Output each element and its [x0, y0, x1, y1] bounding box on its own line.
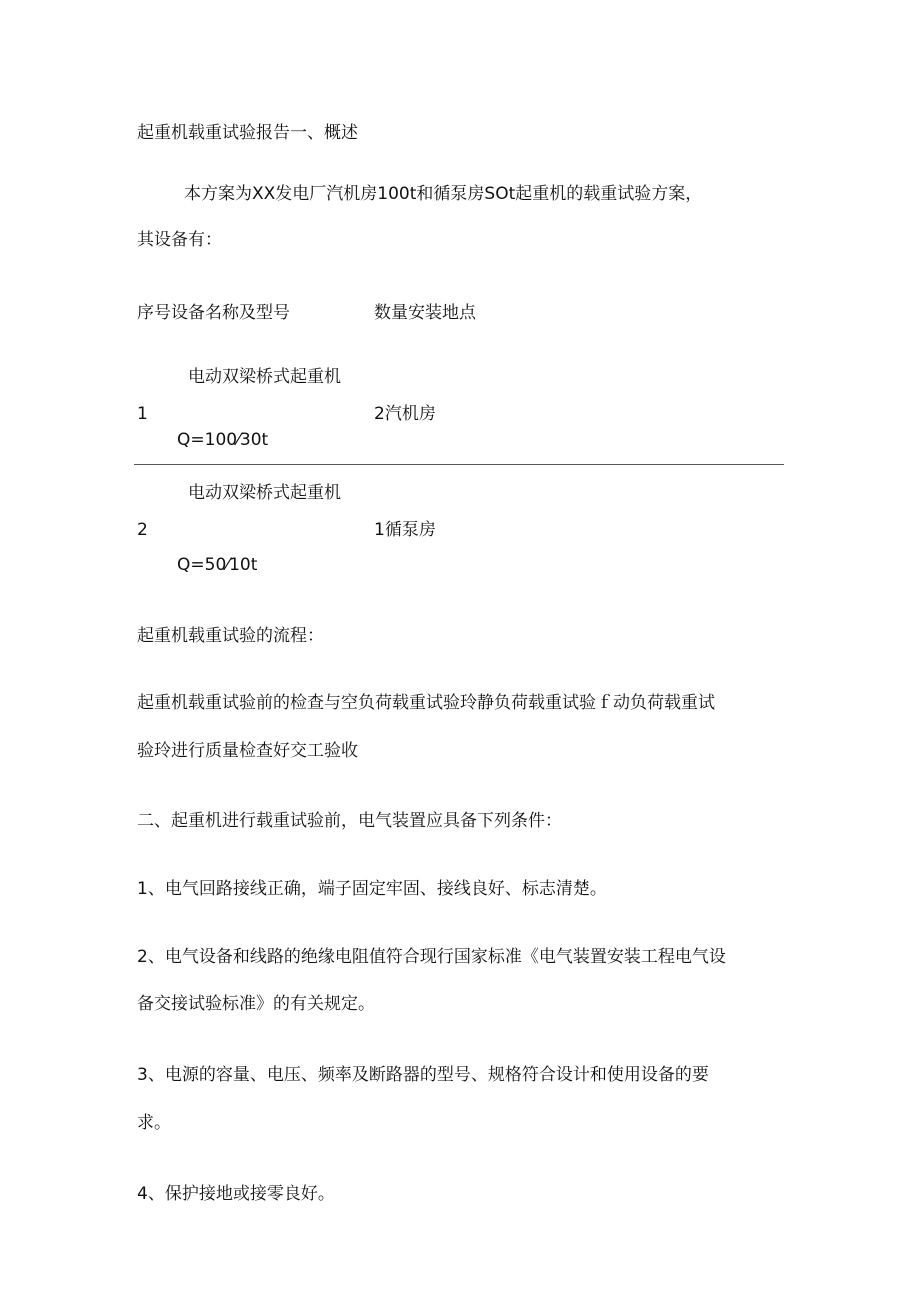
- flow-line-2: 验玲进行质量检查好交工验收: [137, 741, 358, 761]
- table-row-1-model: Q=100⁄30t: [177, 430, 269, 450]
- flow-title: 起重机载重试验的流程：: [137, 626, 324, 646]
- table-header-col2: 数量安装地点: [374, 303, 476, 323]
- item-3-line-1: 3、电源的容量、电压、频率及断路器的型号、规格符合设计和使用设备的要: [137, 1065, 709, 1085]
- table-row-2-name: 电动双梁桥式起重机: [188, 483, 341, 503]
- item-2-line-1: 2、电气设备和线路的绝缘电阻值符合现行国家标准《电气装置安装工程电气设: [137, 947, 726, 967]
- section-2-title: 二、起重机进行载重试验前，电气装置应具备下列条件：: [137, 811, 562, 831]
- item-1: 1、电气回路接线正确，端子固定牢固、接线良好、标志清楚。: [137, 879, 607, 899]
- item-4: 4、保护接地或接零良好。: [137, 1184, 335, 1204]
- table-divider: [134, 464, 784, 465]
- table-row-2-model: Q=50⁄10t: [177, 555, 258, 575]
- table-header-col1: 序号设备名称及型号: [137, 303, 290, 323]
- table-row-1-qty-location: 2汽机房: [374, 404, 436, 424]
- item-2-line-2: 备交接试验标准》的有关规定。: [137, 994, 375, 1014]
- table-row-1-no: 1: [137, 404, 148, 424]
- document-title: 起重机载重试验报告一、概述: [137, 123, 358, 143]
- flow-line-1: 起重机载重试验前的检查与空负荷载重试验玲静负荷载重试验ｆ动负荷载重试: [137, 693, 715, 713]
- table-row-2-qty-location: 1循泵房: [374, 520, 436, 540]
- item-3-line-2: 求。: [137, 1113, 171, 1133]
- intro-line-2: 其设备有：: [137, 230, 222, 250]
- intro-line-1: 本方案为XX发电厂汽机房100t和循泵房SOt起重机的载重试验方案，: [184, 184, 703, 204]
- table-row-2-no: 2: [137, 520, 148, 540]
- table-row-1-name: 电动双梁桥式起重机: [188, 367, 341, 387]
